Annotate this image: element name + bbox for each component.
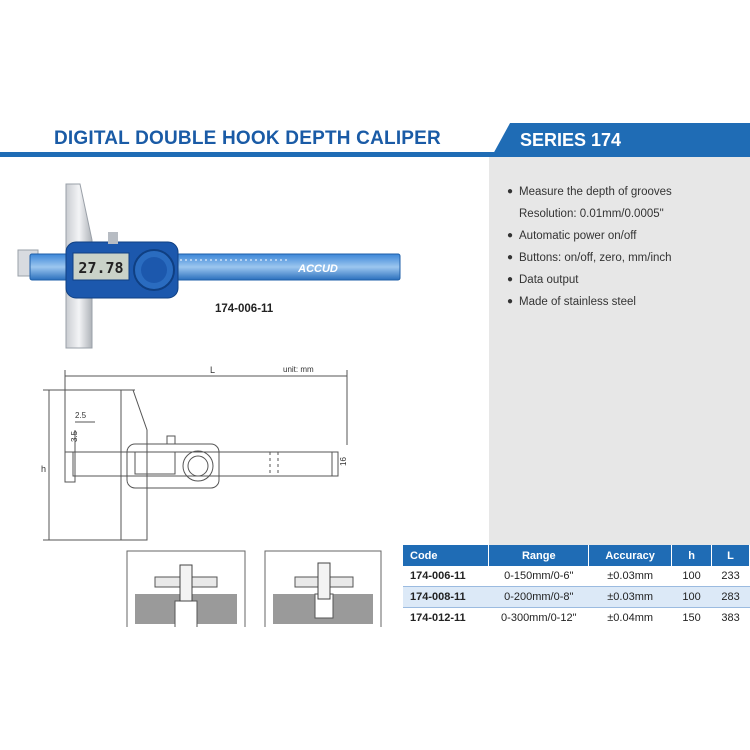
feature-item: Resolution: 0.01mm/0.0005" (519, 208, 664, 220)
col-L: L (712, 545, 750, 566)
usage-diagram-svg (125, 549, 383, 627)
col-range: Range (489, 545, 589, 566)
table-row: 174-006-11 0-150mm/0-6" ±0.03mm 100 233 (403, 566, 750, 587)
table-header-row (403, 545, 750, 566)
dim-3-5: 3.5 (70, 430, 79, 442)
spec-table-wrapper (403, 545, 750, 627)
brand-logo: ACCUD (298, 263, 338, 275)
model-number: 174-006-11 (215, 303, 274, 315)
spec-table (403, 545, 750, 627)
page-title: DIGITAL DOUBLE HOOK DEPTH CALIPER (54, 128, 441, 149)
usage-diagrams (125, 549, 383, 627)
dim-L: L (210, 365, 216, 375)
col-h: h (672, 545, 712, 566)
col-accuracy: Accuracy (589, 545, 672, 566)
lcd-reading: 27.78 (78, 259, 124, 277)
table-row: 174-012-11 0-300mm/0-12" ±0.04mm 150 383 (403, 608, 750, 628)
feature-item: ● Data output (507, 274, 579, 286)
feature-item: ● Automatic power on/off (507, 230, 637, 242)
technical-drawing (35, 360, 365, 550)
col-code: Code (403, 545, 489, 566)
bullet-icon: ● (507, 186, 514, 197)
bullet-icon: ● (507, 274, 514, 285)
series-label: SERIES 174 (520, 130, 622, 150)
feature-item: ● Measure the depth of grooves (507, 186, 672, 198)
feature-item: ● Buttons: on/off, zero, mm/inch (507, 252, 672, 264)
feature-list (507, 185, 747, 317)
bullet-icon: ● (507, 230, 514, 241)
dim-2-5: 2.5 (75, 411, 87, 420)
bullet-icon: ● (507, 252, 514, 263)
table-row: 174-008-11 0-200mm/0-8" ±0.03mm 100 283 (403, 587, 750, 608)
unit-label: unit: mm (283, 365, 314, 374)
dim-16: 16 (339, 457, 348, 466)
bullet-icon: ● (507, 296, 514, 307)
caliper-photo (0, 180, 420, 355)
feature-item: ● Made of stainless steel (507, 296, 636, 308)
dim-h: h (41, 464, 47, 474)
